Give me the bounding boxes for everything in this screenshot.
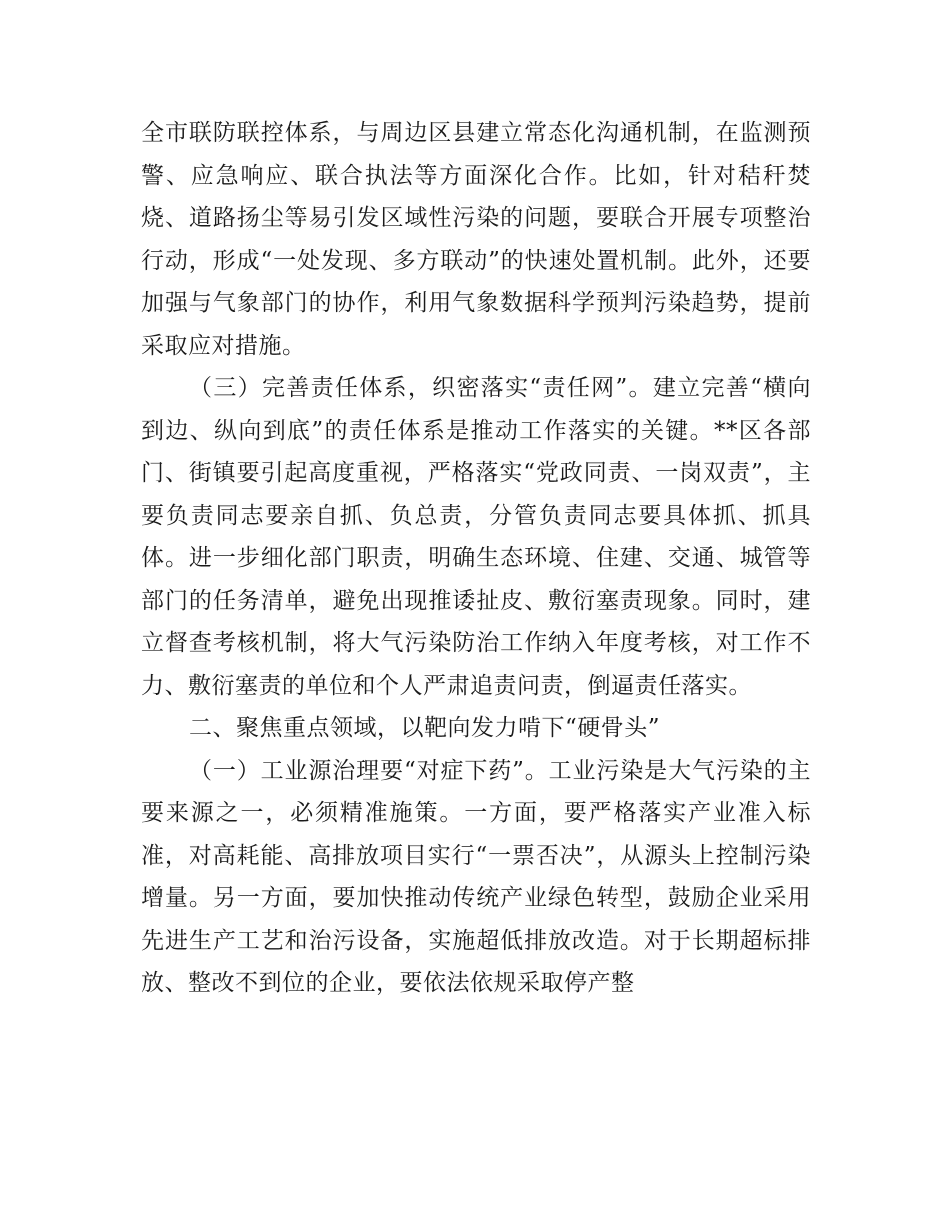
section-heading-two: 二、聚焦重点领域，以靶向发力啃下“硬骨头” [189, 715, 661, 741]
paragraph-continuation: 全市联防联控体系，与周边区县建立常态化沟通机制，在监测预警、应急响应、联合执法等方面深化合作。比如，针对秸秆焚烧、道路扬尘等易引发区域性污染的问题，要联合开展专项整治行动，形成“一处发现、多方联动”的快速处置机制。此外，还要加强与气象部门的协作，利用气象数据科学预判污染趋势，提前采取应对措施。 [141, 120, 811, 359]
document-body [141, 112, 811, 1005]
paragraph-industrial-source: （一）工业源治理要“对症下药”。工业污染是大气污染的主要来源之一，必须精准施策。一方面，要严格落实产业准入标准，对高耗能、高排放项目实行“一票否决”，从源头上控制污染增量。另一方面，要加快推动传统产业绿色转型，鼓励企业采用先进生产工艺和治污设备，实施超低排放改造。对于长期超标排放、整改不到位的企业，要依法依规采取停产整 [141, 757, 811, 996]
paragraph-responsibility-system: （三）完善责任体系，织密落实“责任网”。建立完善“横向到边、纵向到底”的责任体系是推动工作落实的关键。**区各部门、街镇要引起高度重视，严格落实“党政同责、一岗双责”，主要负责同志要亲自抓、负总责，分管负责同志要具体抓、抓具体。进一步细化部门职责，明确生态环境、住建、交通、城管等部门的任务清单，避免出现推诿扯皮、敷衍塞责现象。同时，建立督查考核机制，将大气污染防治工作纳入年度考核，对工作不力、敷衍塞责的单位和个人严肃追责问责，倒逼责任落实。 [141, 375, 811, 699]
